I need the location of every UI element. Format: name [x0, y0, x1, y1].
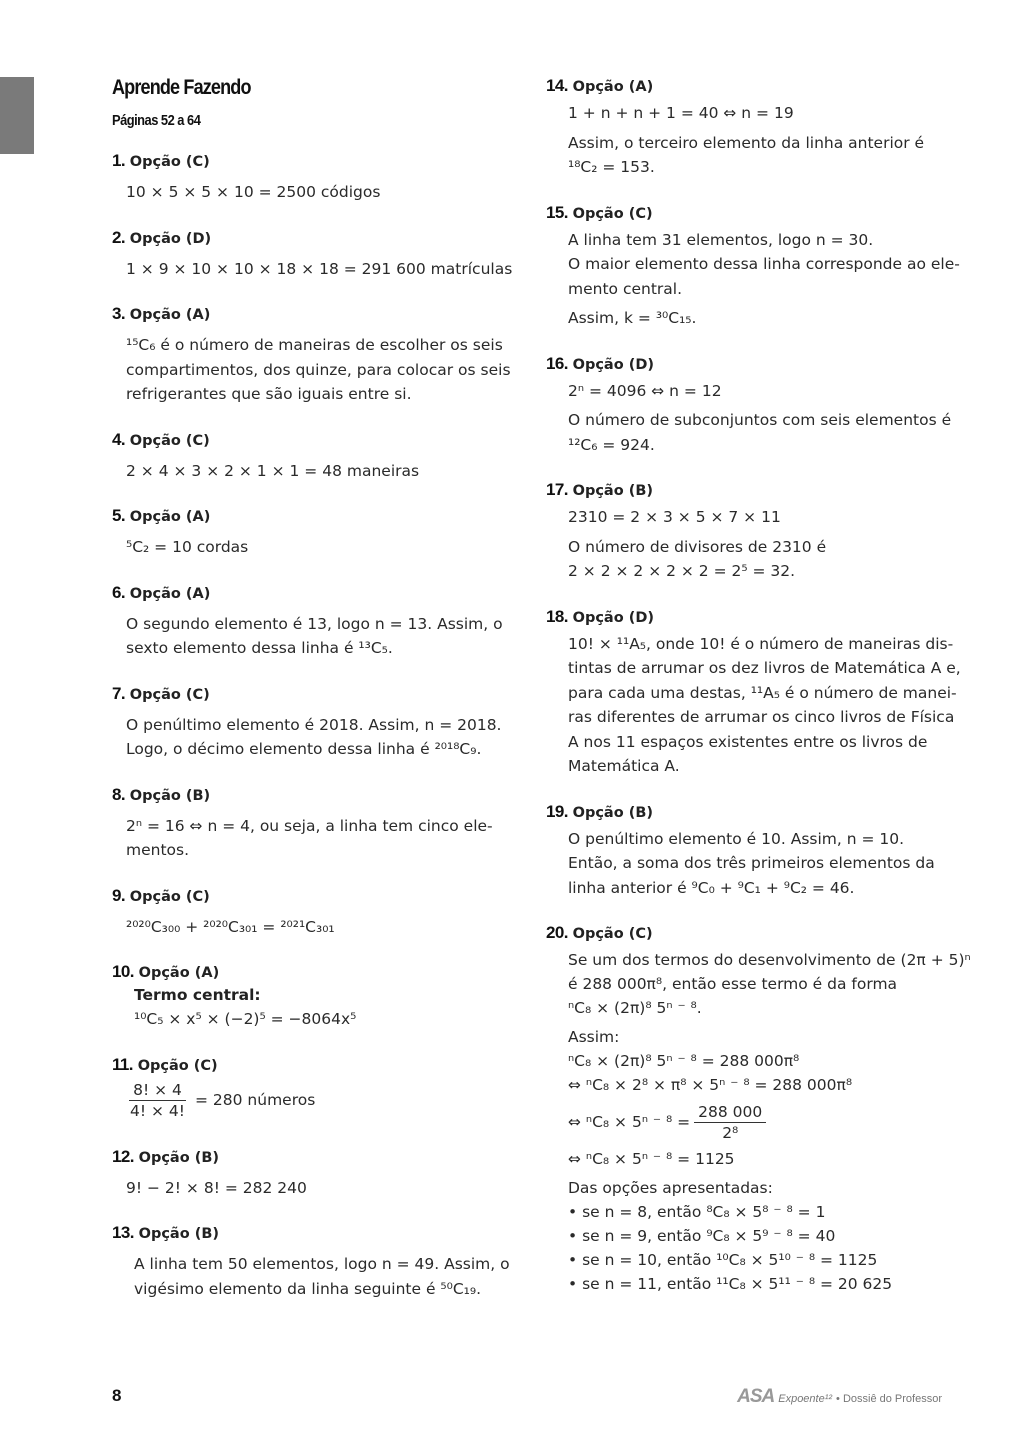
answer-line: Matemática A.: [568, 757, 680, 775]
fraction-numerator: 288 000: [694, 1102, 766, 1123]
answer-line: • se n = 11, então ¹¹C₈ × 5¹¹ ⁻ ⁸ = 20 625: [568, 1275, 893, 1293]
answer-number: 1.: [112, 151, 125, 170]
answer-line: compartimentos, dos quinze, para colocar os seis: [126, 360, 511, 379]
answer-4: [112, 430, 508, 484]
fraction-expression: [126, 1078, 508, 1124]
answer-line: ⇔ ⁿC₈ × 5ⁿ ⁻ ⁸ = 1125: [568, 1150, 735, 1168]
footer-brand: [737, 1386, 942, 1408]
answer-line: ⁿC₈ × (2π)⁸ 5ⁿ ⁻ ⁸.: [568, 999, 702, 1017]
answer-option: Opção (C): [129, 686, 210, 703]
answer-line: 10 × 5 × 5 × 10 = 2500 códigos: [126, 183, 381, 201]
answer-line: sexto elemento dessa linha é ¹³C₅.: [126, 639, 393, 657]
answer-19: [546, 802, 942, 901]
answer-line: O número de subconjuntos com seis elementos é: [568, 411, 952, 429]
answer-number: 7.: [112, 683, 125, 703]
answer-2: [112, 227, 513, 282]
answer-line: Assim, o terceiro elemento da linha anterior é: [568, 133, 925, 152]
page-number: 8: [112, 1386, 122, 1405]
answer-line: 2 × 4 × 3 × 2 × 1 × 1 = 48 maneiras: [126, 461, 420, 480]
answer-line: Se um dos termos do desenvolvimento de (2π + 5)ⁿ: [568, 951, 971, 969]
answer-option: Opção (C): [129, 432, 210, 449]
answer-option: Opção (C): [129, 154, 210, 170]
fraction-result: = 280 números: [195, 1091, 316, 1110]
answer-line: mento central.: [568, 279, 683, 298]
section-title: Aprende Fazendo: [112, 76, 251, 99]
answer-number: 12.: [112, 1146, 134, 1166]
answer-line: O segundo elemento é 13, logo n = 13. Assim, o: [126, 614, 503, 633]
answer-line: • se n = 9, então ⁹C₈ × 5⁹ ⁻ ⁸ = 40: [568, 1227, 836, 1245]
answer-number: 18.: [546, 606, 568, 626]
answer-option: Opção (C): [129, 888, 210, 905]
answer-option: Opção (D): [572, 356, 655, 373]
answer-option: Opção (D): [129, 230, 212, 247]
answer-line: Então, a soma dos três primeiros elementos da: [568, 854, 935, 872]
answer-line: 1 + n + n + 1 = 40 ⇔ n = 19: [568, 104, 794, 122]
answer-13: [112, 1223, 508, 1301]
answer-line: Assim:: [568, 1028, 620, 1046]
answer-line: 2ⁿ = 4096 ⇔ n = 12: [568, 381, 722, 400]
answer-number: 13.: [112, 1223, 134, 1242]
answer-option: Opção (A): [129, 307, 211, 323]
answer-line: A linha tem 50 elementos, logo n = 49. Assim, o: [134, 1255, 510, 1273]
answer-line: 2310 = 2 × 3 × 5 × 7 × 11: [568, 508, 781, 526]
answer-line: Das opções apresentadas:: [568, 1179, 773, 1197]
answer-3: [112, 304, 511, 407]
answer-line: ¹²C₆ = 924.: [568, 435, 655, 454]
answer-8: [112, 785, 508, 863]
answer-option: Opção (B): [138, 1226, 220, 1242]
answer-option: Opção (B): [129, 787, 211, 804]
answer-line: 9! − 2! × 8! = 282 240: [126, 1178, 307, 1197]
answer-option: Opção (A): [572, 79, 654, 95]
side-tab: [0, 77, 34, 154]
answer-11: [112, 1055, 508, 1124]
answer-number: 11.: [112, 1054, 133, 1074]
answer-20: [546, 923, 971, 1296]
answer-subhead: Termo central:: [134, 986, 261, 1004]
answer-18: [546, 606, 961, 779]
answer-line: refrigerantes que são iguais entre si.: [126, 385, 412, 403]
answer-line: Logo, o décimo elemento dessa linha é ²⁰¹⁸C₉.: [126, 740, 482, 758]
answer-number: 5.: [112, 506, 125, 525]
answer-7: [112, 684, 508, 762]
answer-12: [112, 1147, 508, 1201]
answer-number: 9.: [112, 885, 125, 905]
answer-line: ¹⁵C₆ é o número de maneiras de escolher os seis: [126, 336, 503, 354]
answer-line: ⁿC₈ × (2π)⁸ 5ⁿ ⁻ ⁸ = 288 000π⁸: [568, 1052, 800, 1070]
answer-line: • se n = 10, então ¹⁰C₈ × 5¹⁰ ⁻ ⁸ = 1125: [568, 1251, 878, 1269]
answer-line: linha anterior é ⁹C₀ + ⁹C₁ + ⁹C₂ = 46.: [568, 878, 855, 897]
fraction-denominator: 2⁸: [722, 1123, 739, 1142]
answer-5: [112, 506, 508, 560]
answer-17: [546, 480, 942, 584]
answer-option: Opção (B): [138, 1149, 220, 1166]
answer-option: Opção (A): [129, 585, 211, 602]
answer-number: 20.: [546, 923, 568, 942]
answer-number: 14.: [546, 76, 568, 95]
answer-option: Opção (B): [572, 483, 654, 499]
answer-line: ⇔ ⁿC₈ × 2⁸ × π⁸ × 5ⁿ ⁻ ⁸ = 288 000π⁸: [568, 1076, 853, 1094]
answer-number: 4.: [112, 429, 125, 449]
answer-line: ¹⁰C₅ × x⁵ × (−2)⁵ = −8064x⁵: [134, 1010, 357, 1028]
answer-line: O penúltimo elemento é 10. Assim, n = 10.: [568, 829, 905, 848]
answer-16: [546, 353, 952, 458]
answer-option: Opção (B): [572, 804, 654, 821]
answer-number: 19.: [546, 801, 568, 821]
answer-line: é 288 000π⁸, então esse termo é da forma: [568, 975, 898, 993]
answer-line: para cada uma destas, ¹¹A₅ é o número de manei-: [568, 683, 957, 702]
answer-number: 10.: [112, 962, 134, 981]
answer-line: tintas de arrumar os dez livros de Matemática A e,: [568, 659, 961, 677]
answer-line: A nos 11 espaços existentes entre os livros de: [568, 732, 928, 751]
answer-option: Opção (A): [138, 965, 220, 981]
section-subtitle: Páginas 52 a 64: [112, 112, 201, 129]
answer-option: Opção (C): [572, 926, 653, 942]
answer-line: O número de divisores de 2310 é: [568, 537, 827, 556]
answer-1: [112, 151, 508, 205]
answer-number: 8.: [112, 784, 125, 804]
answer-6: [112, 583, 508, 661]
answer-number: 6.: [112, 582, 125, 602]
answer-line: vigésimo elemento da linha seguinte é ⁵⁰C₁₉.: [134, 1279, 482, 1298]
fraction-denominator: 4! × 4!: [130, 1102, 185, 1120]
brand-logo: ASA: [737, 1386, 775, 1407]
fraction-expression: [568, 1097, 942, 1147]
left-column: [112, 76, 513, 1324]
answer-line: 2 × 2 × 2 × 2 × 2 = 2⁵ = 32.: [568, 562, 796, 580]
answer-option: Opção (C): [137, 1057, 218, 1074]
answer-line: O penúltimo elemento é 2018. Assim, n = 2018.: [126, 715, 502, 734]
fraction-lead: ⇔ ⁿC₈ × 5ⁿ ⁻ ⁸ =: [568, 1113, 691, 1131]
answer-number: 16.: [546, 353, 568, 373]
answer-15: [546, 202, 960, 331]
footer-caption: • Dossiê do Professor: [836, 1393, 942, 1405]
answer-line: A linha tem 31 elementos, logo n = 30.: [568, 230, 874, 249]
answer-line: • se n = 8, então ⁸C₈ × 5⁸ ⁻ ⁸ = 1: [568, 1203, 826, 1221]
answer-line: ras diferentes de arrumar os cinco livros de Física: [568, 708, 955, 726]
answer-line: ⁵C₂ = 10 cordas: [126, 538, 249, 556]
answer-option: Opção (D): [572, 609, 655, 626]
answer-14: [546, 76, 942, 180]
answer-9: [112, 886, 508, 940]
answer-number: 3.: [112, 304, 125, 323]
answer-line: ¹⁸C₂ = 153.: [568, 158, 655, 176]
answer-10: [112, 962, 508, 1032]
answer-line: ²⁰²⁰C₃₀₀ + ²⁰²⁰C₃₀₁ = ²⁰²¹C₃₀₁: [126, 917, 335, 936]
answer-line: Assim, k = ³⁰C₁₅.: [568, 309, 697, 327]
right-column: [546, 76, 971, 1319]
series-name: Expoente¹²: [778, 1393, 833, 1405]
fraction-numerator: 8! × 4: [129, 1080, 186, 1101]
answer-number: 15.: [546, 202, 568, 222]
answer-option: Opção (A): [129, 509, 211, 525]
answer-line: O maior elemento dessa linha corresponde ao ele-: [568, 255, 960, 273]
answer-line: mentos.: [126, 841, 190, 859]
answer-line: 1 × 9 × 10 × 10 × 18 × 18 = 291 600 matrículas: [126, 259, 513, 278]
answer-option: Opção (C): [572, 205, 653, 222]
answer-number: 2.: [112, 227, 125, 247]
answer-line: 10! × ¹¹A₅, onde 10! é o número de maneiras dis-: [568, 634, 954, 653]
answer-number: 17.: [546, 480, 568, 499]
answer-line: 2ⁿ = 16 ⇔ n = 4, ou seja, a linha tem cinco ele-: [126, 816, 493, 835]
